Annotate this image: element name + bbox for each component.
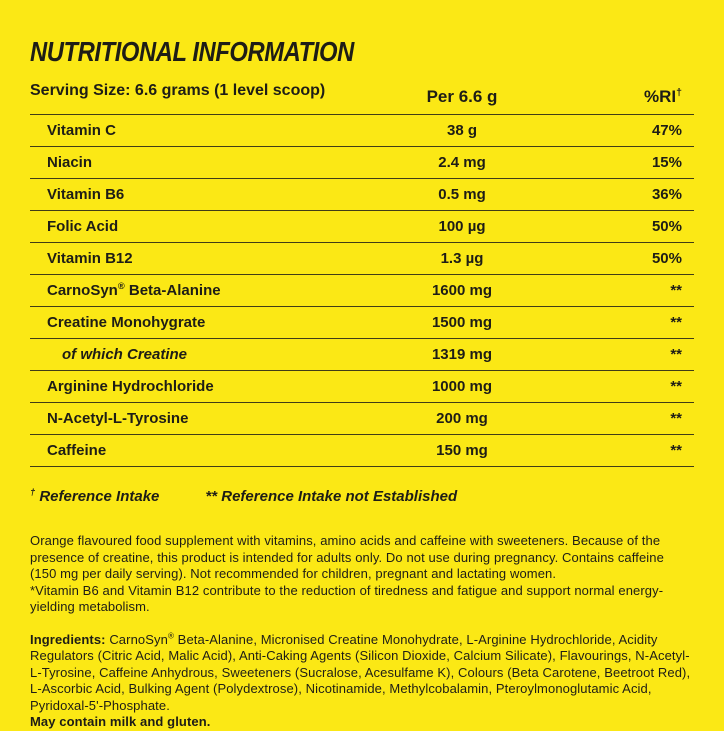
row-ri-value: 50% — [651, 218, 682, 235]
row-amount-value: 1000 mg — [431, 378, 493, 395]
row-ri-value: ** — [670, 442, 682, 459]
row-nutrient-name: Caffeine — [47, 442, 107, 459]
description-text: Orange flavoured food supplement with vitamins, amino acids and caffeine with sweeteners. Because of the presence of creatine, this product is intended for adults only. Do not use during pregnancy. Contains caffeine (150 mg per daily serving). Not recommended for children, pregnant and lactating women. — [30, 533, 664, 581]
table-row — [30, 147, 694, 179]
footnote-reference-intake: † Reference Intake — [30, 487, 160, 505]
row-amount-value: 1319 mg — [431, 346, 493, 363]
ingredients-text: CarnoSyn® Beta-Alanine, Micronised Creatine Monohydrate, L-Arginine Hydrochloride, Acidity Regulators (Citric Acid, Malic Acid), Anti-Caking Agents (Silicon Dioxide, Calcium Silicate), Flavourings, N-Acetyl-L-Tyrosine, Caffeine Anhydrous, Sweeteners (Sucralose, Acesulfame K), Colours (Beta Carotene, Beetroot Red), L-Ascorbic Acid, Bulking Agent (Polydextrose), Nicotinamide, Methylcobalamin, Pteroylmonoglutamic Acid, Pyridoxal-5'-Phosphate. — [30, 631, 691, 713]
row-nutrient-name: Niacin — [47, 154, 93, 171]
row-amount-value: 2.4 mg — [438, 154, 486, 171]
table-row — [30, 211, 694, 243]
row-amount-value: 1.3 µg — [440, 250, 484, 267]
ingredients-label: Ingredients: — [30, 631, 106, 647]
nutrition-table — [30, 114, 694, 467]
row-amount-value: 150 mg — [436, 442, 488, 459]
row-nutrient-name: Arginine Hydrochloride — [47, 378, 214, 395]
row-amount-value: 100 µg — [438, 218, 486, 235]
allergen-text: May contain milk and gluten. — [30, 714, 211, 729]
description-paragraph — [30, 533, 694, 616]
row-nutrient-name: Folic Acid — [47, 218, 119, 235]
table-row — [30, 371, 694, 403]
table-row — [30, 115, 694, 147]
row-nutrient-name: N-Acetyl-L-Tyrosine — [47, 410, 189, 427]
page-title: NUTRITIONAL INFORMATION — [30, 36, 354, 67]
table-row — [30, 339, 694, 371]
row-ri-value: 50% — [651, 250, 682, 267]
row-ri-value: 36% — [651, 186, 682, 203]
ingredients-paragraph — [30, 632, 694, 731]
table-row — [30, 179, 694, 211]
table-row — [30, 307, 694, 339]
row-ri-value: ** — [670, 410, 682, 427]
row-amount-value: 1500 mg — [431, 314, 493, 331]
row-ri-value: ** — [670, 378, 682, 395]
vitamin-claim-text: *Vitamin B6 and Vitamin B12 contribute to the reduction of tiredness and fatigue and support normal energy-yielding metabolism. — [30, 582, 664, 614]
serving-size-text: Serving Size: 6.6 grams (1 level scoop) — [30, 82, 326, 99]
table-row — [30, 403, 694, 435]
table-header — [30, 82, 694, 114]
column-header-amount: Per 6.6 g — [426, 87, 498, 106]
row-nutrient-name: of which Creatine — [62, 346, 188, 363]
row-nutrient-name: Vitamin B6 — [47, 186, 125, 203]
row-amount-value: 0.5 mg — [438, 186, 486, 203]
row-amount-value: 1600 mg — [431, 282, 493, 299]
column-header-ri: %RI† — [644, 86, 682, 106]
row-nutrient-name: Creatine Monohygrate — [47, 314, 206, 331]
row-ri-value: ** — [670, 314, 682, 331]
footnote-not-established: ** Reference Intake not Established — [205, 488, 458, 505]
row-ri-value: ** — [670, 346, 682, 363]
row-ri-value: 47% — [651, 122, 682, 139]
row-nutrient-name: Vitamin B12 — [47, 250, 133, 267]
row-ri-value: ** — [670, 282, 682, 299]
row-ri-value: 15% — [651, 154, 682, 171]
table-row — [30, 275, 694, 307]
footnotes — [30, 488, 694, 505]
row-amount-value: 200 mg — [436, 410, 488, 427]
table-row — [30, 243, 694, 275]
row-amount-value: 38 g — [446, 122, 477, 139]
row-nutrient-name: Vitamin C — [47, 122, 116, 139]
row-nutrient-name: CarnoSyn® Beta-Alanine — [47, 281, 221, 299]
table-row — [30, 435, 694, 467]
